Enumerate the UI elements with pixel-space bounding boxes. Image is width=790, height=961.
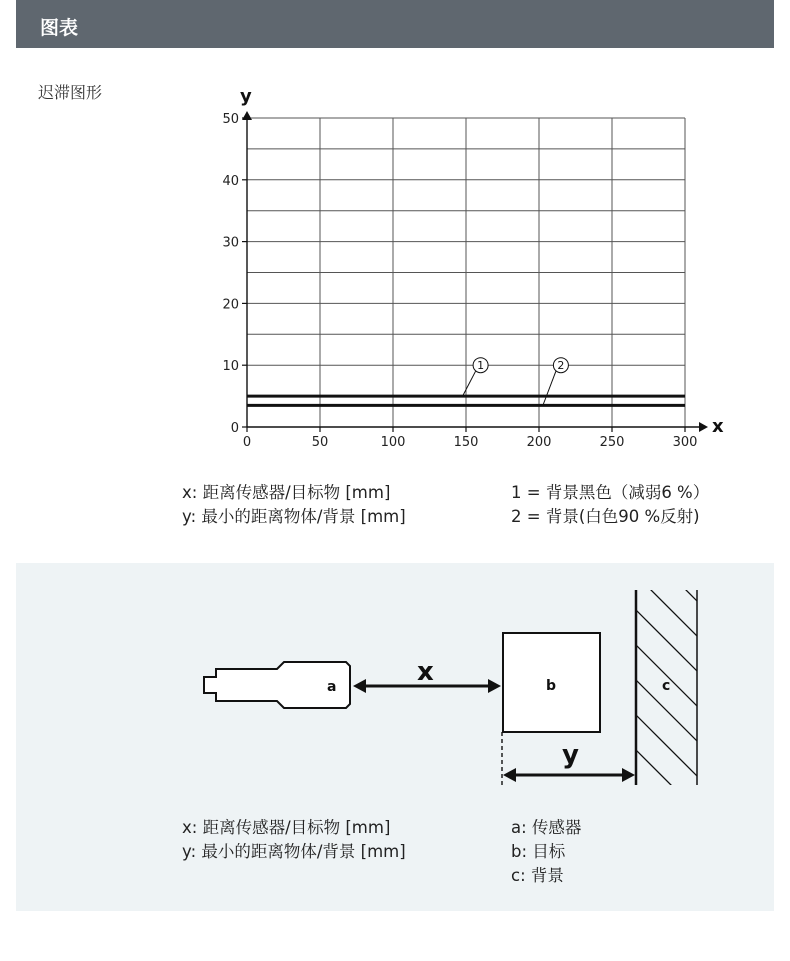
diagram-legend-y: y: 最小的距离物体/背景 [mm] [182, 842, 406, 861]
y-axis-arrow-icon [242, 111, 252, 120]
annotation-label-1: 1 [477, 359, 485, 373]
y-tick-label: 20 [222, 297, 239, 313]
diagram-panel [16, 563, 774, 911]
x-axis-label: x [712, 416, 724, 437]
chart-legend-curve-1: 1 = 背景黑色（减弱6 %） [511, 483, 710, 502]
chart-grid [247, 118, 685, 427]
chart-curve-legend [511, 481, 709, 529]
x-tick-label: 250 [599, 435, 625, 450]
x-arrow-left-icon [353, 679, 366, 693]
header-title: 图表 [40, 17, 79, 39]
chart-axis-legend [182, 481, 406, 529]
background-hatch [616, 563, 716, 865]
chart-legend-x: x: 距离传感器/目标物 [mm] [182, 483, 391, 502]
chart-ticks [222, 112, 697, 450]
diagram-item-legend [511, 816, 581, 888]
x-tick-label: 0 [242, 435, 252, 450]
annotation-label-2: 2 [557, 359, 565, 373]
diagram-axis-legend [182, 816, 406, 864]
chart-axes [240, 86, 724, 437]
x-tick-label: 150 [453, 435, 479, 450]
y-tick-label: 0 [230, 421, 239, 436]
annotation-leader-2 [543, 371, 556, 405]
x-tick-label: 300 [672, 435, 698, 450]
x-tick-label: 50 [311, 435, 329, 450]
diagram-legend-c: c: 背景 [511, 866, 564, 885]
chart-legend-y: y: 最小的距离物体/背景 [mm] [182, 507, 406, 526]
diagram-legend-b: b: 目标 [511, 842, 566, 861]
x-axis-arrow-icon [699, 422, 708, 432]
diagram-legend-x: x: 距离传感器/目标物 [mm] [182, 818, 391, 837]
y-tick-label: 50 [222, 112, 239, 127]
section-label: 迟滞图形 [38, 83, 103, 102]
y-arrow-left-icon [503, 768, 516, 782]
background-label: c [662, 678, 671, 694]
y-arrow-right-icon [622, 768, 635, 782]
annotation-leader-1 [463, 371, 476, 396]
y-distance-label: y [562, 740, 579, 770]
x-distance-label: x [417, 657, 434, 687]
x-tick-label: 200 [526, 435, 552, 450]
x-arrow-right-icon [488, 679, 501, 693]
y-tick-label: 30 [222, 235, 239, 251]
diagram-legend-a: a: 传感器 [511, 818, 582, 837]
target-label: b [546, 678, 557, 694]
hysteresis-chart [0, 0, 790, 470]
sensor-label: a [327, 679, 337, 695]
y-tick-label: 40 [222, 173, 239, 189]
y-axis-label: y [240, 86, 252, 107]
chart-legend-curve-2: 2 = 背景(白色90 %反射) [511, 507, 700, 526]
y-tick-label: 10 [222, 359, 239, 375]
x-tick-label: 100 [380, 435, 406, 450]
